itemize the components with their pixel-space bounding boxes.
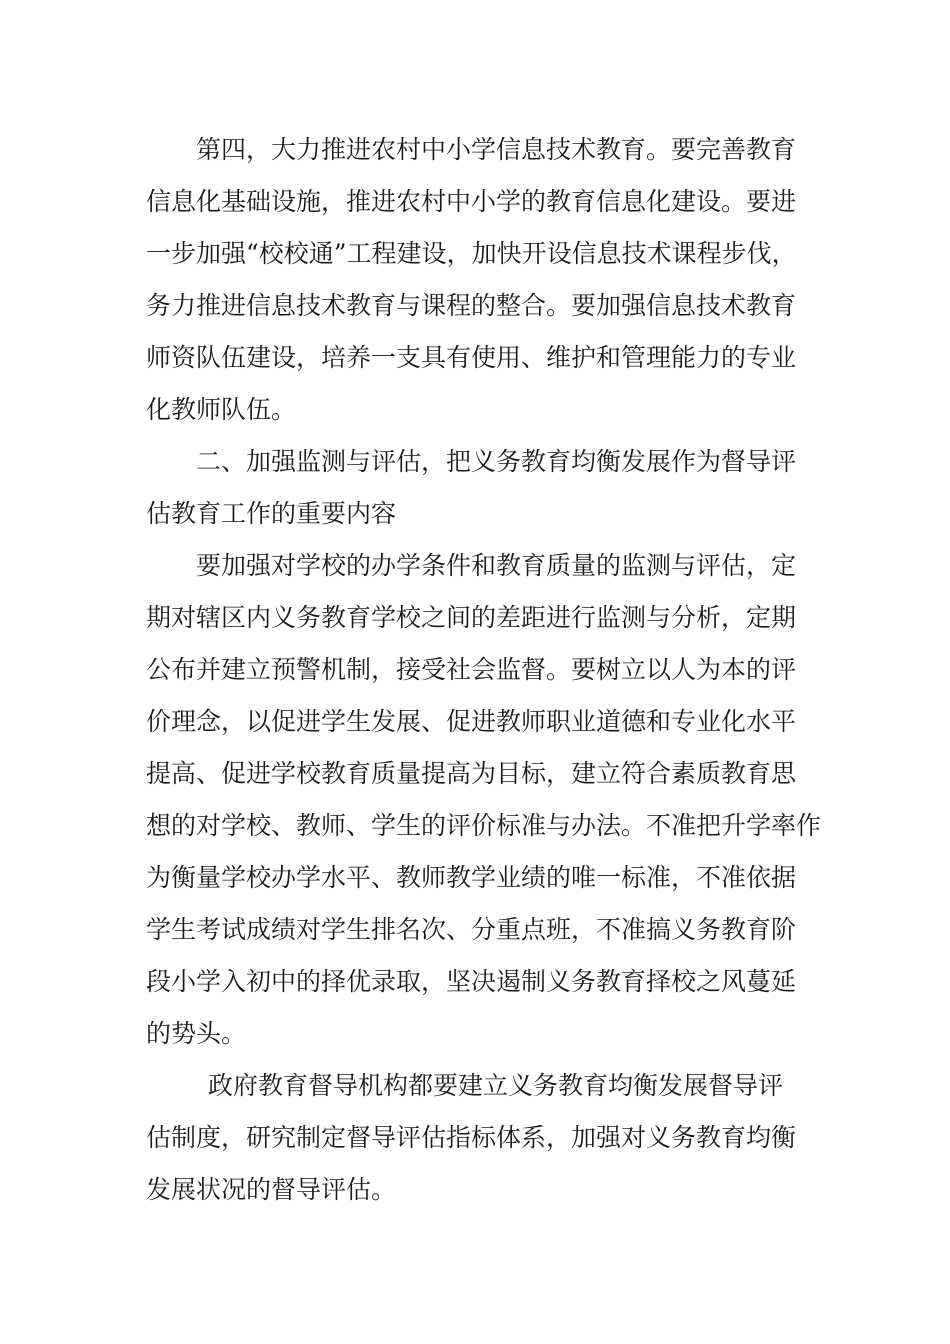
text-line: 师资队伍建设，培养一支具有使用、维护和管理能力的专业 [146, 343, 797, 372]
text-line: 信息化基础设施，推进农村中小学的教育信息化建设。要进 [146, 187, 797, 216]
text-line: 发展状况的督导评估。 [146, 1175, 397, 1204]
text-line: 提高、促进学校教育质量提高为目标，建立符合素质教育思 [146, 759, 797, 788]
text-line: 要加强对学校的办学条件和教育质量的监测与评估，定 [196, 551, 797, 580]
paragraph-supervision [146, 1060, 826, 1216]
text-line: 一步加强“校校通”工程建设，加快开设信息技术课程步伐， [146, 239, 797, 268]
paragraph-informatization [146, 124, 826, 436]
text-line: 的势头。 [146, 1019, 247, 1048]
text-line: 想的对学校、教师、学生的评价标准与办法。不准把升学率作 [146, 811, 822, 840]
text-line: 期对辖区内义务教育学校之间的差距进行监测与分析，定期 [146, 603, 797, 632]
text-line: 政府教育督导机构都要建立义务教育均衡发展督导评 [208, 1071, 784, 1100]
text-line: 估教育工作的重要内容 [146, 499, 397, 528]
text-line: 估制度，研究制定督导评估指标体系，加强对义务教育均衡 [146, 1123, 797, 1152]
text-line: 第四，大力推进农村中小学信息技术教育。要完善教育 [196, 135, 797, 164]
text-line: 学生考试成绩对学生排名次、分重点班，不准搞义务教育阶 [146, 915, 797, 944]
text-line: 价理念，以促进学生发展、促进教师职业道德和专业化水平 [146, 707, 797, 736]
text-line: 段小学入初中的择优录取，坚决遏制义务教育择校之风蔓延 [146, 967, 797, 996]
text-line: 二、加强监测与评估，把义务教育均衡发展作为督导评 [196, 447, 797, 476]
paragraph-monitoring [146, 540, 826, 1060]
document-body [146, 124, 826, 1216]
text-line: 为衡量学校办学水平、教师教学业绩的唯一标准，不准依据 [146, 863, 797, 892]
text-line: 化教师队伍。 [146, 395, 297, 424]
text-line: 公布并建立预警机制，接受社会监督。要树立以人为本的评 [146, 655, 797, 684]
text-line: 务力推进信息技术教育与课程的整合。要加强信息技术教育 [146, 291, 797, 320]
section-heading [146, 436, 826, 540]
